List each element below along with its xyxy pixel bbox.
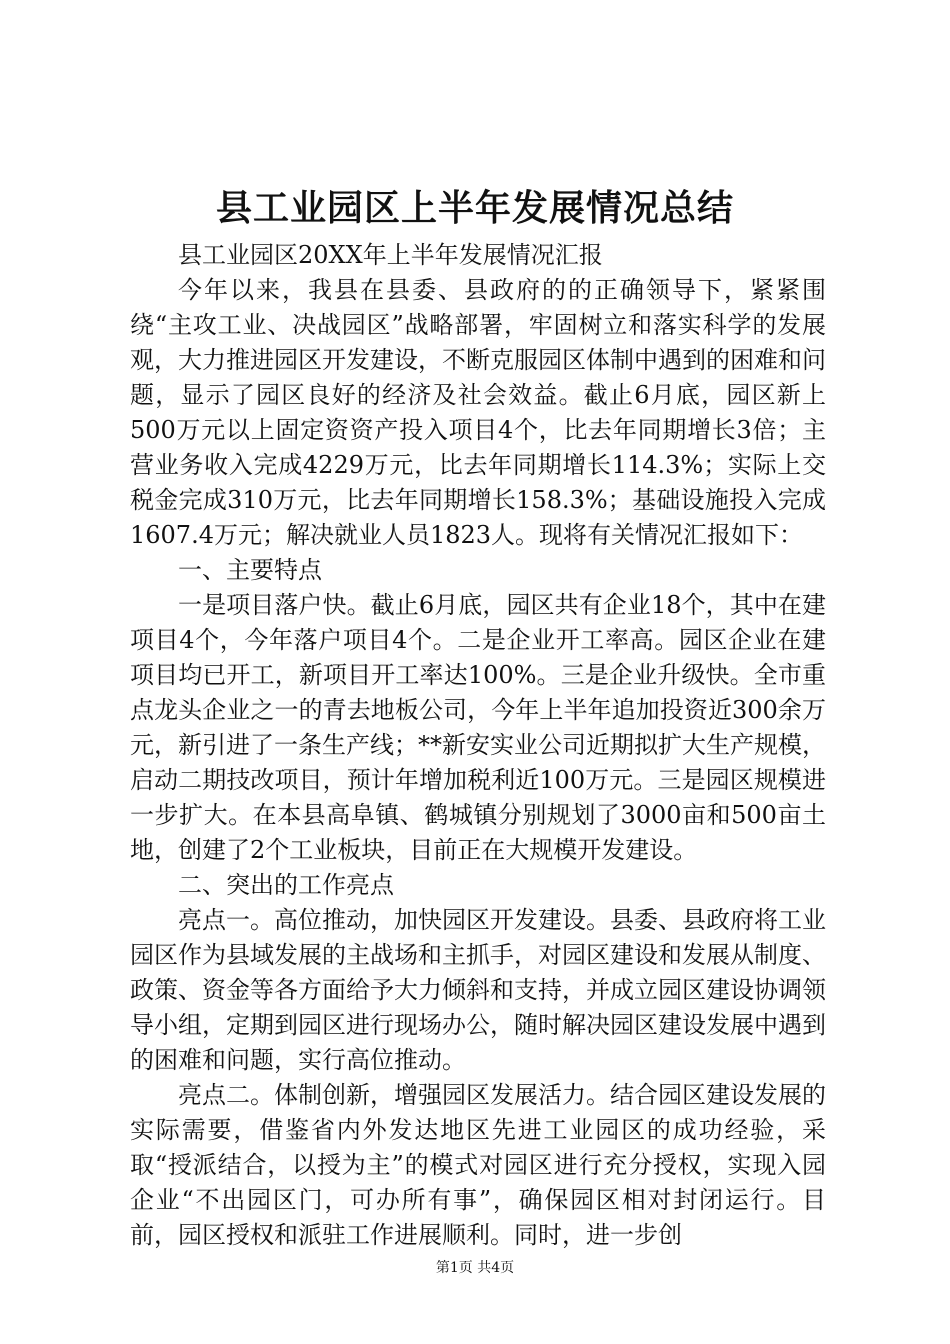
highlight-one-paragraph: 亮点一。高位推动，加快园区开发建设。县委、县政府将工业园区作为县域发展的主战场和主抓手，对园区建设和发展从制度、政策、资金等各方面给予大力倾斜和支持，并成立园区建设协调领导小组，定期到园区进行现场办公，随时解决园区建设发展中遇到的困难和问题，实行高位推动。 <box>130 906 826 1074</box>
main-features-paragraph: 一是项目落户快。截止6月底，园区共有企业18个，其中在建项目4个，今年落户项目4个。二是企业开工率高。园区企业在建项目均已开工，新项目开工率达100%。三是企业升级快。全市重点龙头企业之一的青去地板公司，今年上半年追加投资近300余万元，新引进了一条生产线；**新安实业公司近期拟扩大生产规模，启动二期技改项目，预计年增加税利近100万元。三是园区规模进一步扩大。在本县高阜镇、鹤城镇分别规划了3000亩和500亩土地，创建了2个工业板块，目前正在大规模开发建设。 <box>130 591 826 864</box>
section-heading-main-features: 一、主要特点 <box>178 556 322 584</box>
subtitle-paragraph: 县工业园区20XX年上半年发展情况汇报 <box>178 241 603 269</box>
document-title: 县工业园区上半年发展情况总结 <box>215 187 734 229</box>
highlight-two-paragraph: 亮点二。体制创新，增强园区发展活力。结合园区建设发展的实际需要，借鉴省内外发达地区先进工业园区的成功经验，采取“授派结合，以授为主”的模式对园区进行充分授权，实现入园企业“不出园区门，可办所有事”，确保园区相对封闭运行。目前，园区授权和派驻工作进展顺利。同时，进一步创 <box>130 1081 826 1249</box>
document-body <box>130 238 826 1253</box>
section-heading-highlights: 二、突出的工作亮点 <box>178 871 394 899</box>
intro-paragraph: 今年以来，我县在县委、县政府的的正确领导下，紧紧围绕“主攻工业、决战园区”战略部署，牢固树立和落实科学的发展观，大力推进园区开发建设，不断克服园区体制中遇到的困难和问题，显示了园区良好的经济及社会效益。截止6月底，园区新上500万元以上固定资资产投入项目4个，比去年同期增长3倍；主营业务收入完成4229万元，比去年同期增长114.3%；实际上交税金完成310万元，比去年同期增长158.3%；基础设施投入完成1607.4万元；解决就业人员1823人。现将有关情况汇报如下： <box>130 276 826 549</box>
page-footer: 第1页 共4页 <box>435 1260 515 1276</box>
